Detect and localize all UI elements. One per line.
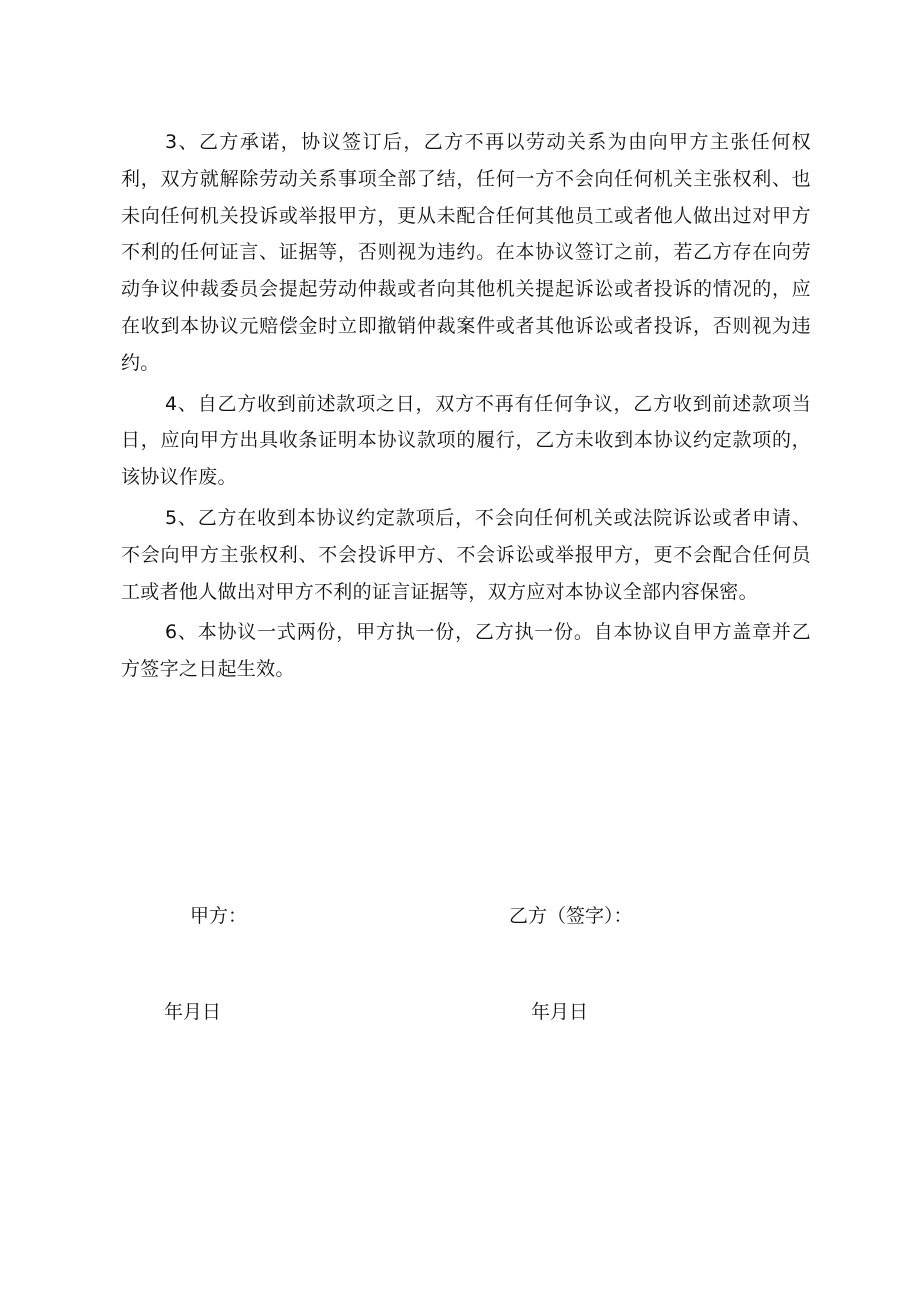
clause-3: 3、乙方承诺，协议签订后，乙方不再以劳动关系为由向甲方主张任何权利，双方就解除劳动关系事项全部了结，任何一方不会向任何机关主张权利、也未向任何机关投诉或举报甲方，更从未配合任何其他员工或者他人做出过对甲方不利的任何证言、证据等，否则视为违约。在本协议签订之前，若乙方存在向劳动争议仲裁委员会提起劳动仲裁或者向其他机关提起诉讼或者投诉的情况的，应在收到本协议元赔偿金时立即撤销仲裁案件或者其他诉讼或者投诉，否则视为违约。: [121, 131, 811, 374]
clause-6: 6、本协议一式两份，甲方执一份，乙方执一份。自本协议自甲方盖章并乙方签字之日起生效。: [121, 621, 811, 681]
agreement-body: [121, 124, 811, 692]
party-b-date-label: 年月日: [531, 1001, 589, 1023]
clause-5: 5、乙方在收到本协议约定款项后，不会向任何机关或法院诉讼或者申请、不会向甲方主张权利、不会投诉甲方、不会诉讼或举报甲方，更不会配合任何员工或者他人做出对甲方不利的证言证据等，双方应对本协议全部内容保密。: [121, 506, 811, 603]
party-a-date-label: 年月日: [164, 1001, 222, 1023]
party-a-signature-label: 甲方：: [190, 905, 248, 927]
clause-4: 4、自乙方收到前述款项之日，双方不再有任何争议，乙方收到前述款项当日，应向甲方出具收条证明本协议款项的履行，乙方未收到本协议约定款项的，该协议作废。: [121, 392, 811, 489]
party-b-signature-label: 乙方（签字）：: [509, 905, 633, 927]
